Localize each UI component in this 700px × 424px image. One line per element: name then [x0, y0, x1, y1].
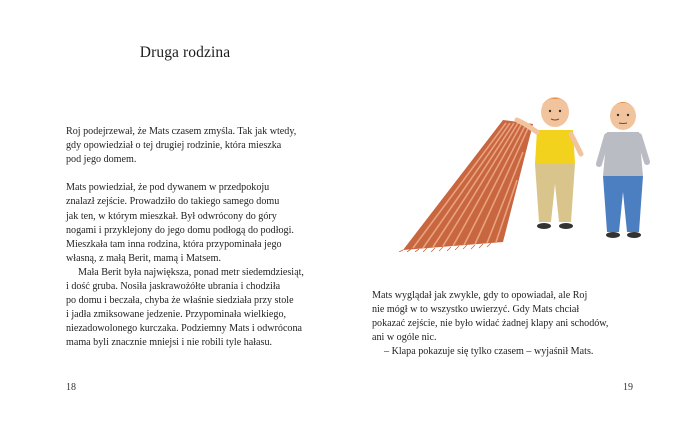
text-line: Mats powiedział, że pod dywanem w przedpokoju	[66, 182, 270, 194]
right-body-text	[372, 289, 672, 359]
paragraph	[66, 181, 346, 266]
boy-yellow-shirt	[517, 97, 581, 229]
text-line: po domu i beczała, chyba że właśnie siedziała przy stole	[66, 295, 294, 307]
right-page	[350, 0, 700, 424]
paragraph	[66, 125, 346, 167]
text-line: nogami i przyklejony do jego domu podłogą do podłogi.	[66, 224, 294, 236]
paragraph-gap	[66, 167, 346, 181]
text-line: mama byli znacznie mniejsi i nie robili tyle hałasu.	[66, 337, 273, 349]
page-number-right: 19	[623, 382, 633, 393]
text-line: ani w ogóle nic.	[372, 332, 437, 344]
text-line: własną, z małą Berit, mamą i Matsem.	[66, 252, 222, 264]
boy-grey-hoodie	[599, 102, 647, 238]
left-body-text	[66, 125, 346, 351]
rug-illustration	[399, 120, 533, 252]
text-line: Mats wyglądał jak zwykle, gdy to opowiadał, ale Roj	[372, 290, 588, 301]
text-line: niezadowolonego kurczaka. Podziemny Mats i odwrócona	[66, 323, 303, 335]
text-line: znalazł zejście. Prowadziło do takiego samego domu	[66, 196, 280, 208]
paragraph	[372, 345, 672, 359]
text-line: Mieszkała tam inna rodzina, która przypominała jego	[66, 238, 282, 250]
text-line: jak ten, w którym mieszkał. Był odwrócony do góry	[66, 210, 277, 222]
paragraph	[372, 289, 672, 345]
text-line: i jadła zmiksowane jedzenie. Przypominała wielkiego,	[66, 309, 287, 321]
text-line: Roj podejrzewał, że Mats czasem zmyśla. Tak jak wtedy,	[66, 126, 297, 137]
chapter-title: Druga rodzina	[139, 44, 231, 61]
page-number-left: 18	[66, 382, 76, 393]
text-line: gdy opowiedział o tej drugiej rodzinie, która mieszka	[66, 140, 282, 152]
two-boys-lifting-rug-illustration	[385, 92, 680, 252]
text-line: pod jego domem.	[66, 154, 137, 166]
paragraph	[66, 266, 346, 351]
text-line: Mała Berit była największa, ponad metr siedemdziesiąt,	[78, 266, 304, 278]
text-line: i dość gruba. Nosiła jaskrawożółte ubrania i chodziła	[66, 281, 281, 293]
text-line: nie mógł w to wszystko uwierzyć. Gdy Mats chciał	[372, 304, 580, 316]
text-line: – Klapa pokazuje się tylko czasem – wyjaśnił Mats.	[384, 346, 594, 358]
text-line: pokazać zejście, nie było widać żadnej klapy ani schodów,	[372, 318, 609, 330]
